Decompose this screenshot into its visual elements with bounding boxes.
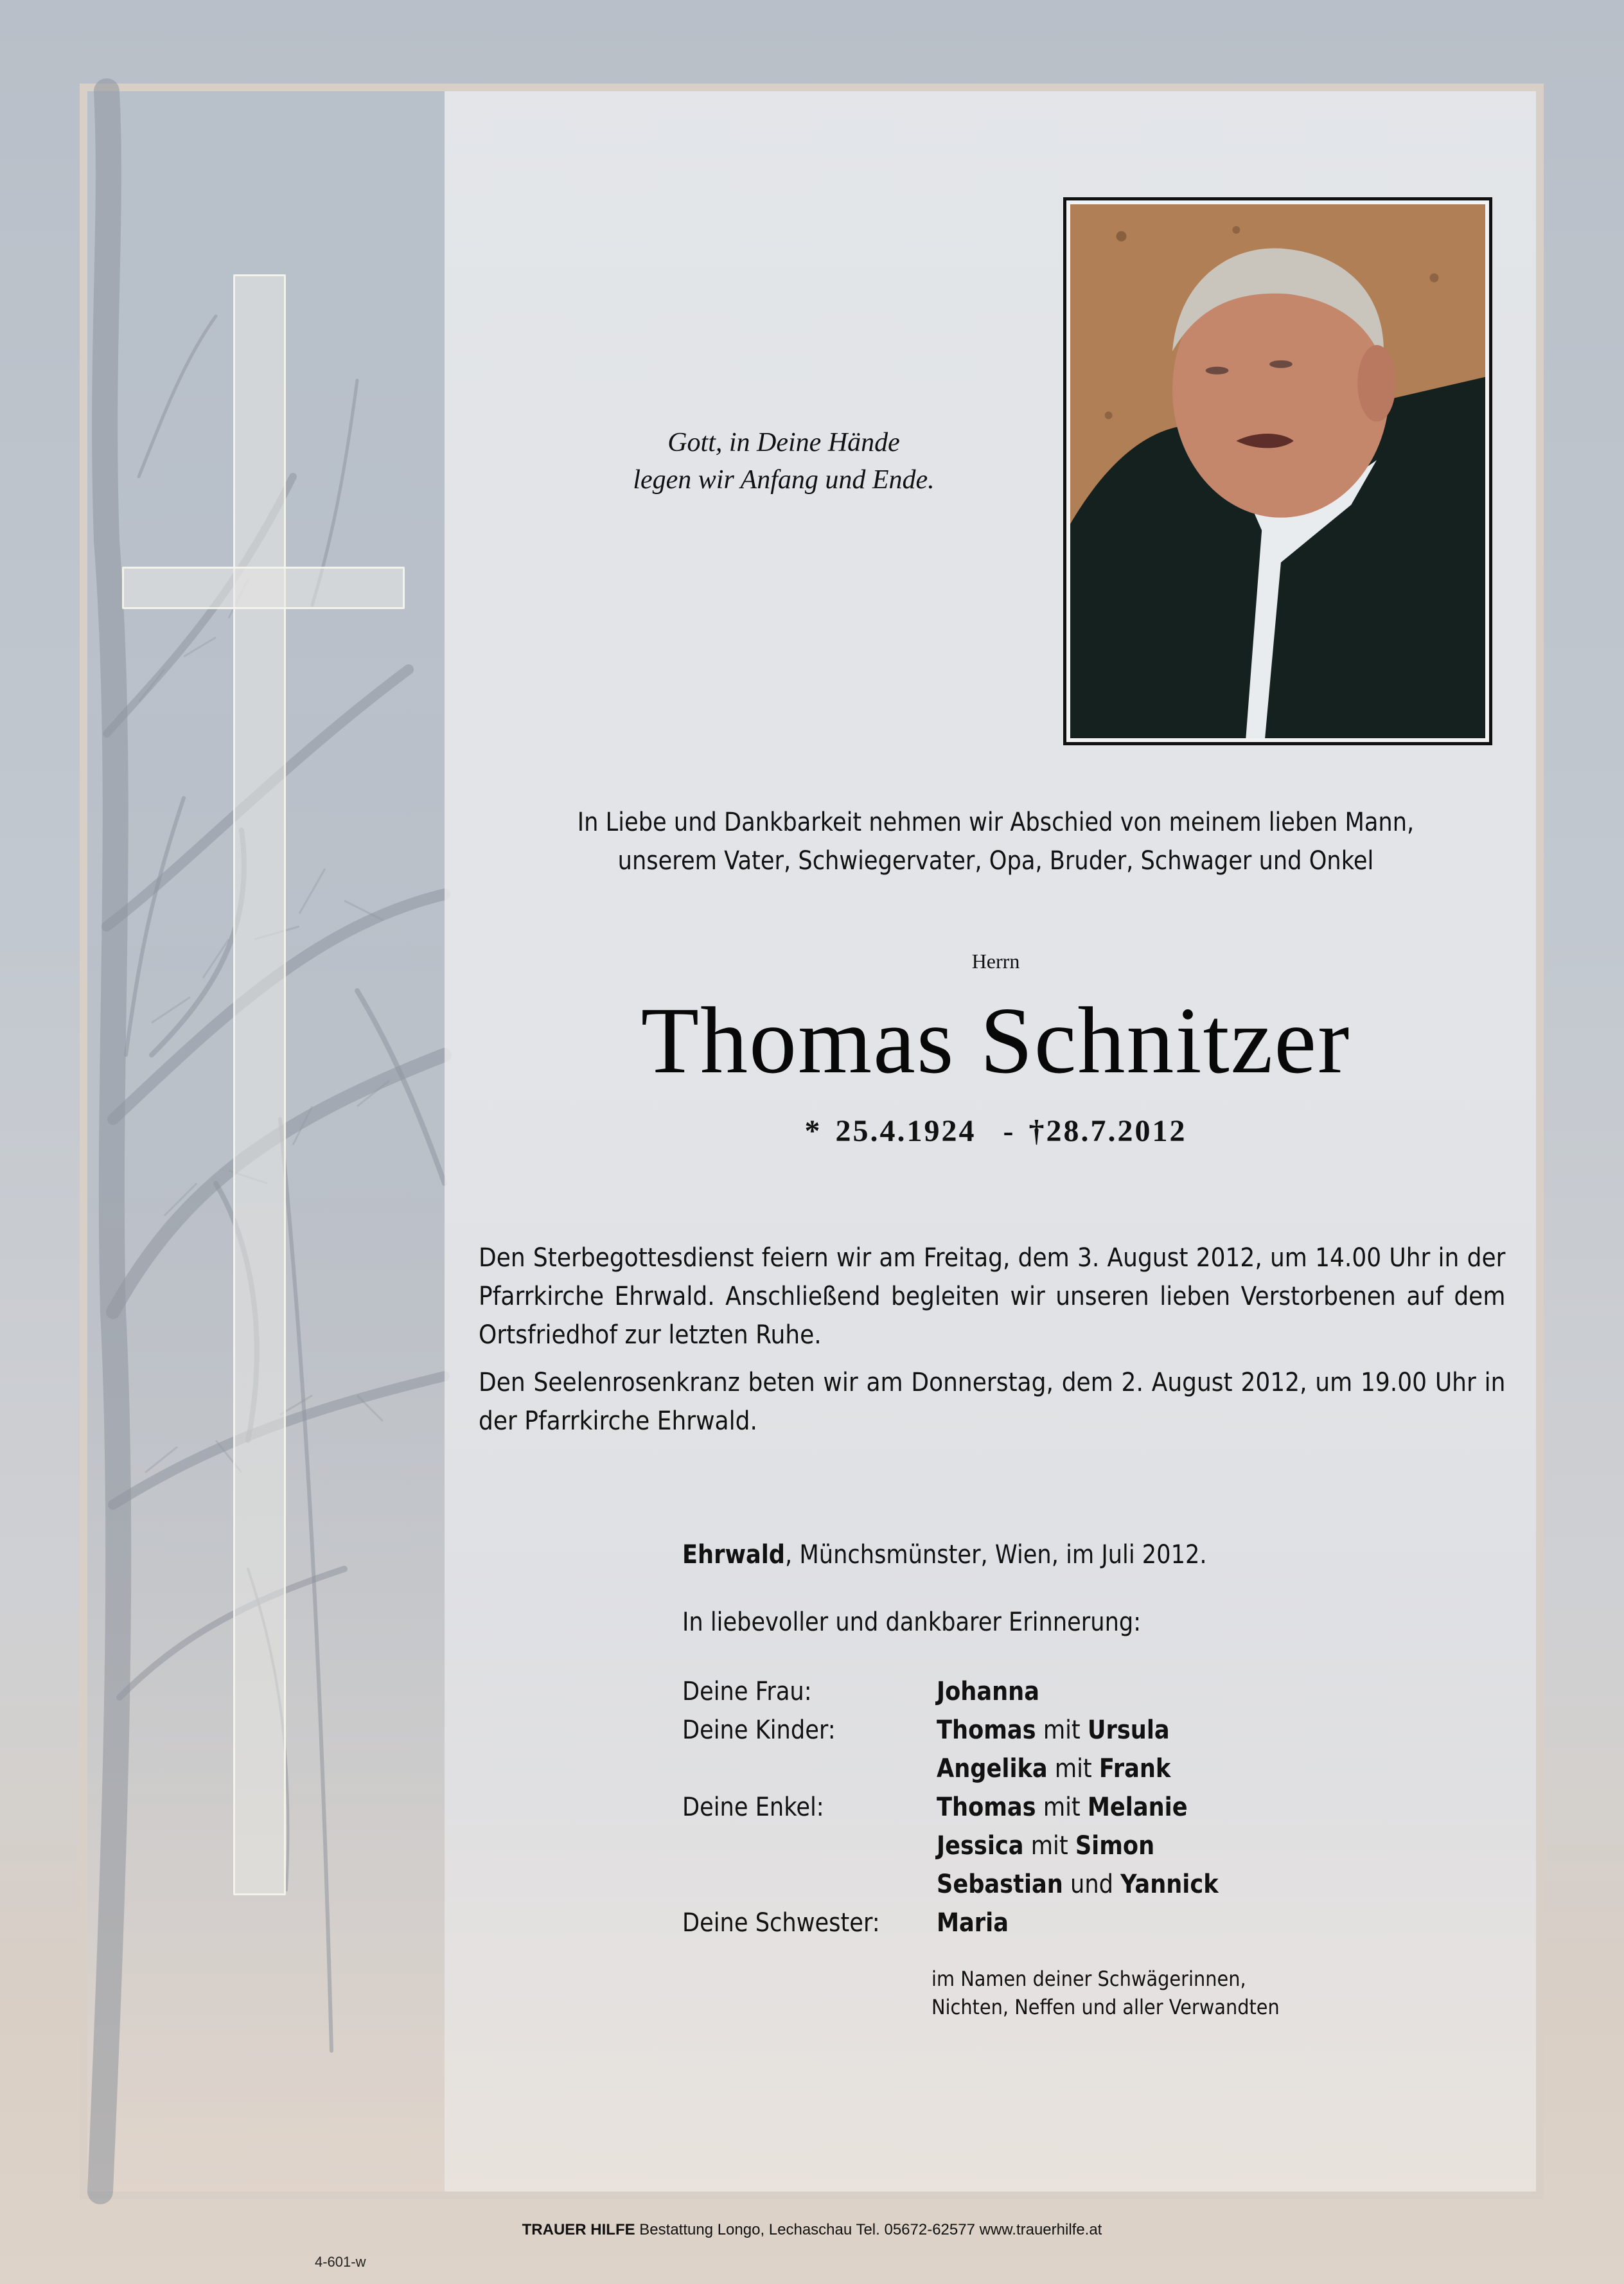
relatives-note bbox=[931, 1965, 1280, 2021]
footer bbox=[0, 2221, 1624, 2239]
remembrance-line: In liebevoller und dankbarer Erinnerung: bbox=[682, 1607, 1142, 1637]
birth-symbol: * bbox=[804, 1114, 822, 1148]
family-name: Frank bbox=[1099, 1754, 1171, 1784]
life-dates bbox=[642, 1113, 1349, 1149]
family-list bbox=[682, 1672, 1219, 1942]
family-joiner: mit bbox=[1023, 1831, 1075, 1861]
family-name: Simon bbox=[1075, 1831, 1155, 1861]
death-symbol-icon: † bbox=[1028, 1114, 1046, 1148]
cross-horizontal-beam bbox=[122, 567, 405, 609]
birth-date: 25.4.1924 bbox=[835, 1114, 976, 1148]
family-row bbox=[682, 1672, 1219, 1711]
relatives-line-1: im Namen deiner Schwägerinnen, bbox=[931, 1967, 1246, 1991]
intro-text bbox=[538, 803, 1454, 880]
family-name: Maria bbox=[937, 1908, 1009, 1938]
service-info bbox=[479, 1239, 1506, 1449]
place-date-line bbox=[682, 1536, 1207, 1574]
place-rest: , Münchsmünster, Wien, im Juli 2012. bbox=[785, 1540, 1207, 1570]
family-row bbox=[682, 1827, 1219, 1865]
family-label: Deine Enkel: bbox=[682, 1793, 824, 1822]
family-name: Melanie bbox=[1087, 1793, 1188, 1822]
family-name: Angelika bbox=[937, 1754, 1048, 1784]
product-code: 4-601-w bbox=[315, 2254, 366, 2270]
footer-brand: TRAUER HILFE bbox=[522, 2221, 635, 2238]
date-separator: - bbox=[1003, 1114, 1016, 1148]
family-name: Ursula bbox=[1087, 1715, 1170, 1745]
family-name: Sebastian bbox=[937, 1870, 1063, 1899]
salutation: Herrn bbox=[971, 950, 1020, 973]
family-label bbox=[682, 1827, 937, 1865]
cross-vertical-beam bbox=[233, 274, 286, 1895]
footer-contact: Bestattung Longo, Lechaschau Tel. 05672-62577 www.trauerhilfe.at bbox=[635, 2221, 1102, 2238]
death-date: 28.7.2012 bbox=[1046, 1114, 1187, 1148]
family-joiner: mit bbox=[1047, 1754, 1099, 1784]
family-label bbox=[682, 1865, 937, 1904]
family-label bbox=[682, 1749, 937, 1788]
verse-line-2: legen wir Anfang und Ende. bbox=[633, 465, 935, 495]
relatives-line-2: Nichten, Neffen und aller Verwandten bbox=[931, 1995, 1280, 2019]
portrait-photo bbox=[1070, 204, 1485, 738]
family-label: Deine Frau: bbox=[682, 1677, 812, 1706]
family-joiner: mit bbox=[1036, 1793, 1088, 1822]
verse-line-1: Gott, in Deine Hände bbox=[667, 428, 900, 457]
family-name: Thomas bbox=[937, 1715, 1036, 1745]
family-name: Yannick bbox=[1120, 1870, 1219, 1899]
family-row bbox=[682, 1865, 1219, 1904]
rosary-paragraph: Den Seelenrosenkranz beten wir am Donnerstag, dem 2. August 2012, um 19.00 Uhr in der Pfarrkirche Ehrwald. bbox=[479, 1368, 1506, 1436]
decorative-side-panel bbox=[87, 91, 445, 2270]
portrait-frame bbox=[1063, 197, 1492, 745]
intro-line-1: In Liebe und Dankbarkeit nehmen wir Abschied von meinem lieben Mann, bbox=[577, 808, 1415, 837]
family-row bbox=[682, 1711, 1219, 1749]
family-row bbox=[682, 1749, 1219, 1788]
family-row bbox=[682, 1788, 1219, 1827]
family-name: Johanna bbox=[937, 1677, 1039, 1706]
family-row bbox=[682, 1904, 1219, 1942]
intro-line-2: unserem Vater, Schwiegervater, Opa, Bruder, Schwager und Onkel bbox=[617, 846, 1374, 876]
family-name: Thomas bbox=[937, 1793, 1036, 1822]
deceased-name: Thomas Schnitzer bbox=[640, 988, 1351, 1093]
verse bbox=[565, 424, 1002, 499]
portrait-image-icon bbox=[1070, 204, 1485, 738]
family-joiner: mit bbox=[1036, 1715, 1088, 1745]
place-bold: Ehrwald bbox=[682, 1540, 786, 1570]
family-joiner: und bbox=[1063, 1870, 1121, 1899]
family-label: Deine Kinder: bbox=[682, 1715, 836, 1745]
family-name: Jessica bbox=[937, 1831, 1024, 1861]
funeral-service-paragraph: Den Sterbegottesdienst feiern wir am Freitag, dem 3. August 2012, um 14.00 Uhr in der Pfarrkirche Ehrwald. Anschließend begleiten wir unseren lieben Verstorbenen auf dem Ortsfriedhof zur letzten Ruhe. bbox=[479, 1243, 1506, 1350]
family-label: Deine Schwester: bbox=[682, 1908, 880, 1938]
